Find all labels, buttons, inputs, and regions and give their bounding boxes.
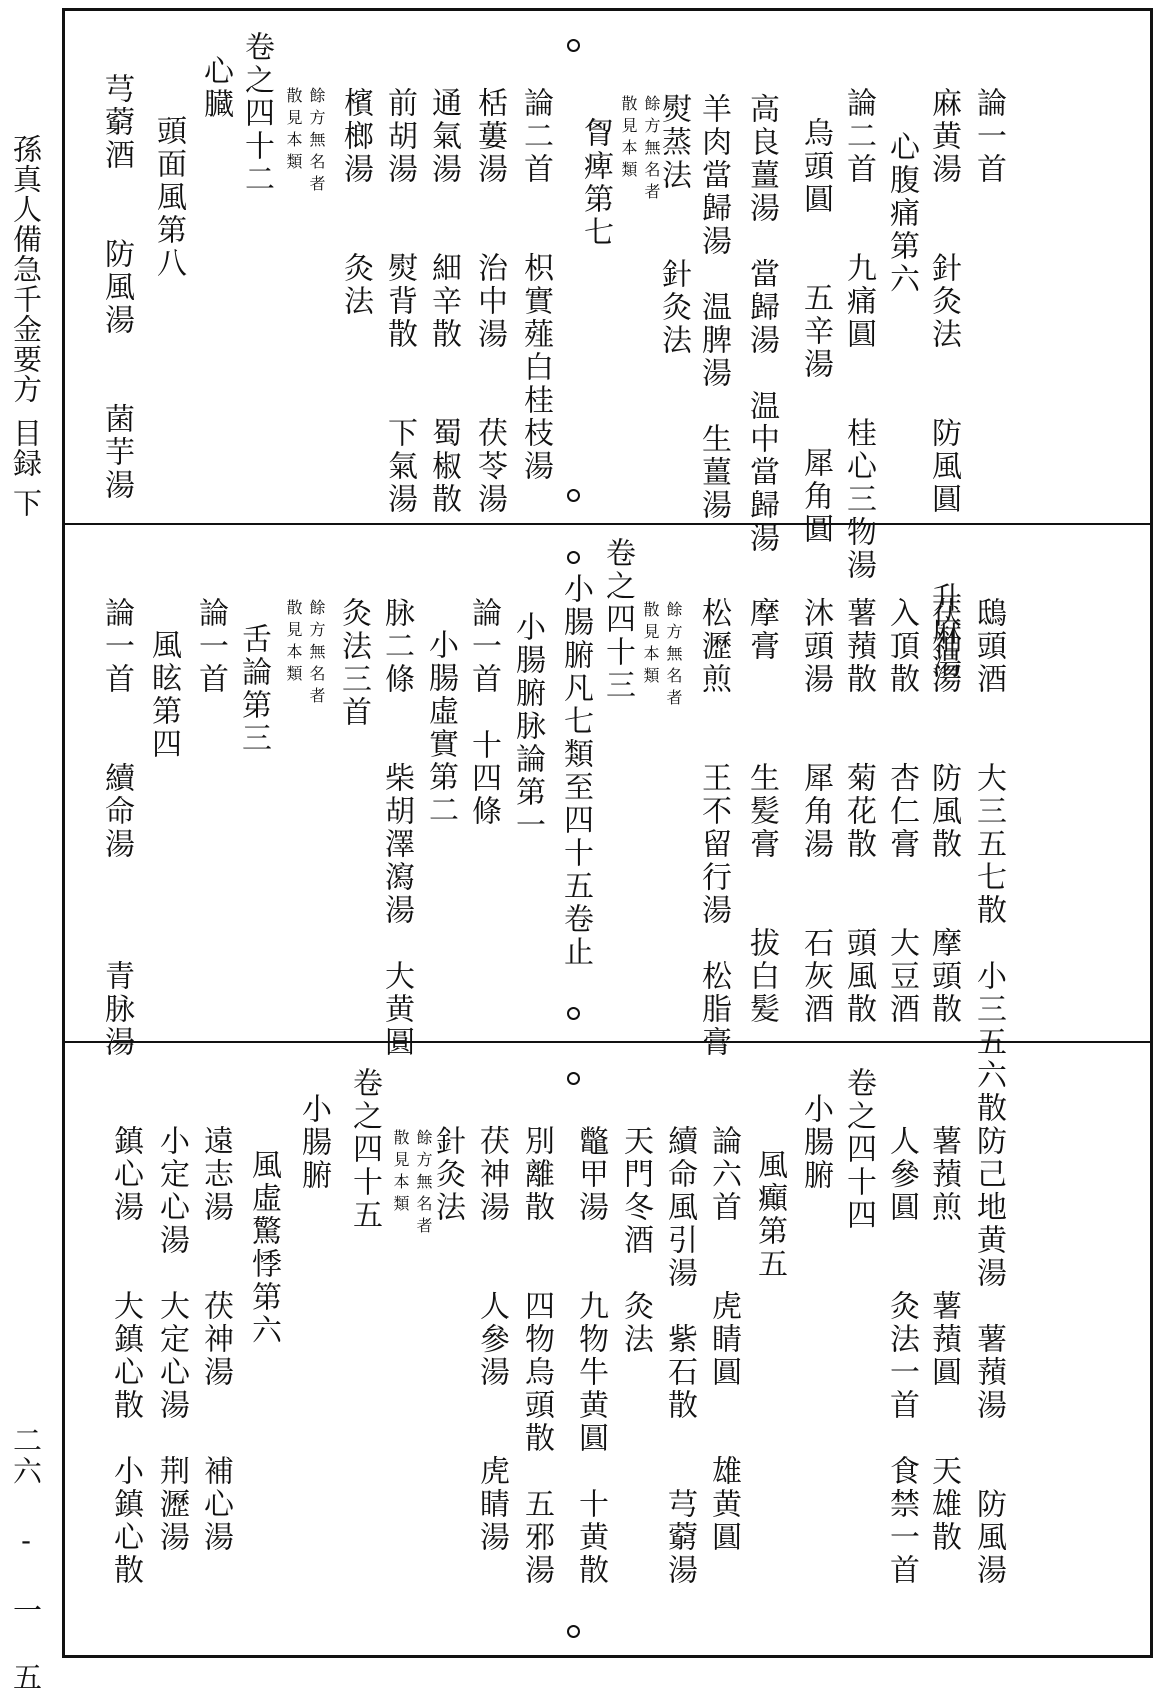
note-column: 散見本類 bbox=[284, 87, 303, 175]
entry-column: 小腸腑 bbox=[798, 1093, 833, 1192]
entry-column: 薯蕷煎 薯蕷圓 天雄散 bbox=[926, 1125, 961, 1554]
entry-column: 卷之四十四 bbox=[841, 1067, 876, 1232]
entry-column: 人參圓 灸法一首 食禁一首 bbox=[884, 1125, 919, 1587]
panel-divider bbox=[65, 523, 1150, 525]
circle-mark bbox=[567, 39, 580, 52]
entry-column: 熨蒸法 針灸法 bbox=[656, 93, 691, 357]
entry-column: 烏頭圓 五辛湯 犀角圓 bbox=[798, 117, 833, 546]
entry-column: 鎮心湯 大鎮心散 小鎮心散 bbox=[108, 1125, 143, 1587]
entry-column: 舌論第三 bbox=[236, 623, 271, 755]
entry-column: 栝蔞湯 治中湯 茯苓湯 bbox=[472, 87, 507, 516]
section-label: 目録 bbox=[9, 418, 43, 478]
entry-column: 鼈甲湯 九物牛黄圓 十黄散 bbox=[573, 1125, 608, 1587]
entry-column: 風癲第五 bbox=[752, 1149, 787, 1281]
note-column: 餘方無名者 bbox=[414, 1129, 433, 1239]
circle-mark bbox=[567, 551, 580, 564]
entry-column: 摩膏 生髪膏 拔白髪 bbox=[744, 597, 779, 1026]
entry-column: 沐頭湯 犀角湯 石灰酒 bbox=[798, 597, 833, 1026]
entry-column: 別離散 四物烏頭散 五邪湯 bbox=[519, 1125, 554, 1587]
left-margin-title bbox=[6, 134, 47, 518]
entry-column: 卷之四十五 bbox=[347, 1067, 382, 1232]
entry-column: 茯神湯 防風散 摩頭散 bbox=[926, 597, 961, 1026]
circle-mark bbox=[567, 1072, 580, 1085]
entry-column: 論一首 bbox=[971, 87, 1006, 186]
entry-column: 續命風引湯 紫石散 芎藭湯 bbox=[662, 1125, 697, 1587]
entry-column: 風眩第四 bbox=[146, 629, 181, 761]
entry-column: 針灸法 bbox=[430, 1125, 465, 1224]
entry-column: 論一首 續命湯 青脉湯 bbox=[99, 597, 134, 1059]
entry-column: 小腸虛實第二 bbox=[423, 629, 458, 827]
entry-column: 論二首 九痛圓 桂心三物湯 bbox=[841, 87, 876, 582]
entry-column: 風虛驚悸第六 bbox=[246, 1149, 281, 1347]
entry-column: 胷痺第七 bbox=[578, 117, 613, 249]
entry-column: 心臓 bbox=[198, 55, 233, 121]
entry-column: 小腸腑凡七類至四十五卷止 bbox=[558, 573, 593, 969]
book-title: 孫真人備急千金要方 bbox=[9, 134, 43, 404]
entry-column: 檳榔湯 灸法 bbox=[338, 87, 373, 318]
entry-column: 小腸腑 bbox=[296, 1093, 331, 1192]
entry-column: 論二首 枳實薤白桂枝湯 bbox=[518, 87, 553, 483]
entry-column: 灸法三首 bbox=[336, 597, 371, 729]
entry-column: 小定心湯 大定心湯 荆瀝湯 bbox=[154, 1125, 189, 1554]
entry-column: 論六首 虎睛圓 雄黄圓 bbox=[706, 1125, 741, 1554]
note-column: 餘方無名者 bbox=[307, 87, 326, 197]
entry-column: 心腹痛第六 bbox=[884, 131, 919, 296]
entry-column: 松瀝煎 王不留行湯 松脂膏 bbox=[696, 597, 731, 1059]
entry-column: 脉二條 柴胡澤瀉湯 大黄圓 bbox=[379, 597, 414, 1059]
entry-column: 卷之四十三 bbox=[600, 537, 635, 702]
note-column: 散見本類 bbox=[641, 601, 660, 689]
page-frame bbox=[62, 8, 1153, 1658]
part-label: 下 bbox=[9, 488, 43, 518]
entry-column: 通氣湯 細辛散 蜀椒散 bbox=[426, 87, 461, 516]
entry-column: 論一首 bbox=[193, 597, 228, 696]
entry-column: 入頂散 杏仁膏 大豆酒 bbox=[884, 597, 919, 1026]
circle-mark bbox=[567, 1625, 580, 1638]
page-number: 二六 - 一 五 bbox=[9, 1425, 43, 1693]
note-column: 餘方無名者 bbox=[664, 601, 683, 711]
entry-column: 前胡湯 熨背散 下氣湯 bbox=[382, 87, 417, 516]
circle-mark bbox=[567, 489, 580, 502]
entry-column: 防己地黄湯 薯蕷湯 防風湯 bbox=[971, 1125, 1006, 1587]
note-column: 餘方無名者 bbox=[642, 95, 661, 205]
entry-column: 芎藭酒 防風湯 菌芋湯 bbox=[99, 73, 134, 502]
entry-column: 卷之四十二 bbox=[239, 31, 274, 196]
note-column: 散見本類 bbox=[619, 95, 638, 183]
entry-column: 鴟頭酒 大三五七散 小三五六散 bbox=[971, 597, 1006, 1125]
note-column: 散見本類 bbox=[391, 1129, 410, 1217]
circle-mark bbox=[567, 1007, 580, 1020]
entry-column: 茯神湯 人參湯 虎睛湯 bbox=[474, 1125, 509, 1554]
entry-column: 頭面風第八 bbox=[151, 115, 186, 280]
entry-column: 羊肉當歸湯 温脾湯 生薑湯 bbox=[696, 93, 731, 522]
entry-column: 麻黄湯 針灸法 防風圓 升麻湯 bbox=[926, 87, 961, 681]
entry-column: 論一首 十四條 bbox=[466, 597, 501, 828]
entry-column: 遠志湯 茯神湯 補心湯 bbox=[198, 1125, 233, 1554]
entry-column: 高良薑湯 當歸湯 温中當歸湯 bbox=[744, 93, 779, 555]
entry-column: 天門冬酒 灸法 bbox=[618, 1125, 653, 1356]
note-column: 散見本類 bbox=[284, 599, 303, 687]
entry-column: 薯蕷散 菊花散 頭風散 bbox=[841, 597, 876, 1026]
note-column: 餘方無名者 bbox=[307, 599, 326, 709]
entry-column: 小腸腑脉論第一 bbox=[510, 611, 545, 842]
